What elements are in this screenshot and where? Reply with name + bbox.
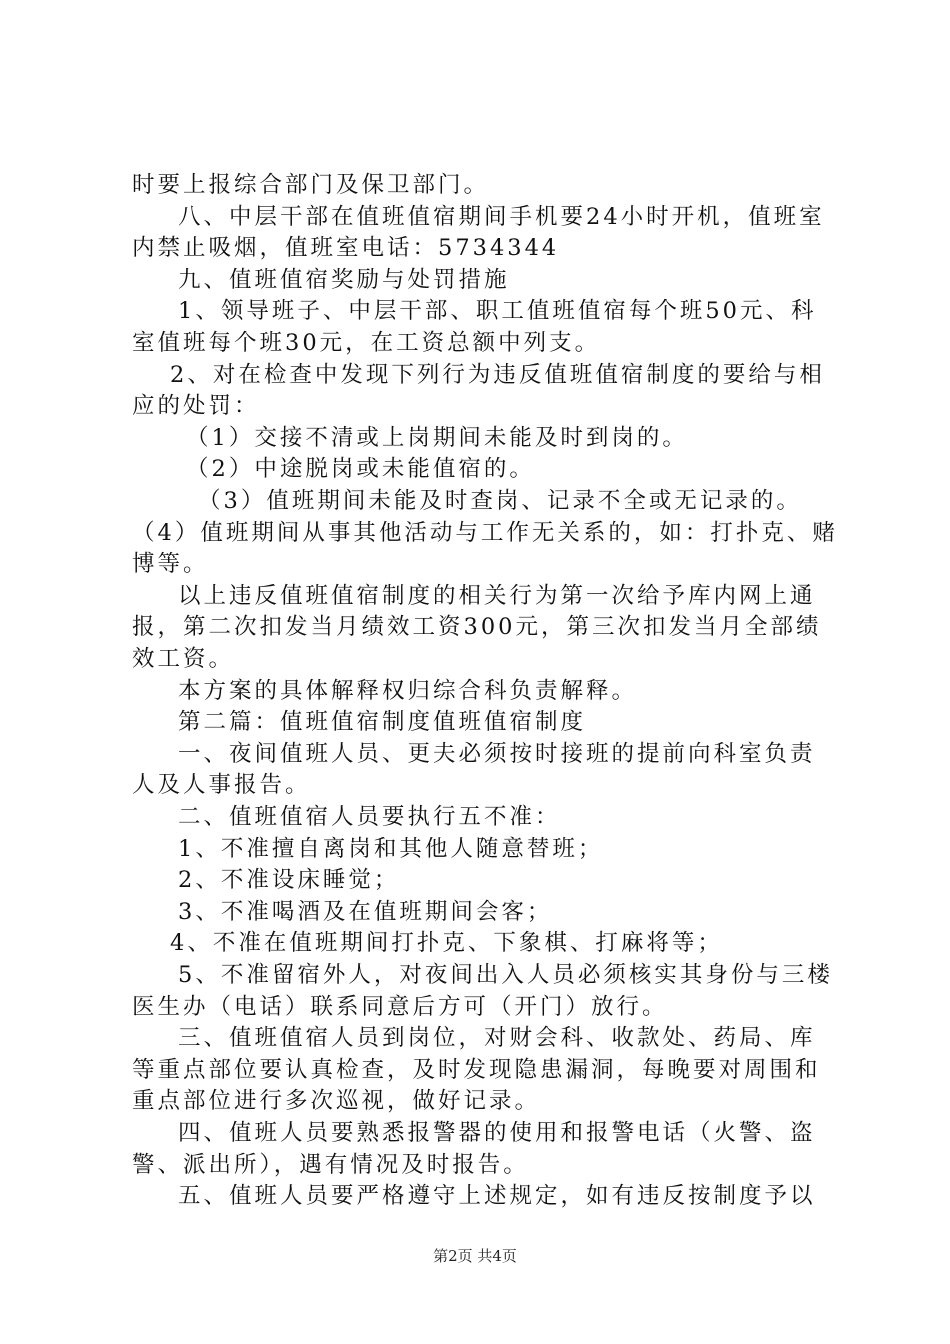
text-line: 1、不准擅自离岗和其他人随意替班； [178, 836, 604, 862]
text-line: 三、值班值宿人员到岗位，对财会科、收款处、药局、库 [178, 1025, 816, 1051]
text-line: 本方案的具体解释权归综合科负责解释。 [178, 678, 638, 704]
text-line: 时要上报综合部门及保卫部门。 [132, 172, 490, 198]
text-line: 以上违反值班值宿制度的相关行为第一次给予库内网上通 [178, 583, 816, 609]
text-line: 第二篇：值班值宿制度值班值宿制度 [178, 709, 587, 735]
text-line: 应的处罚： [132, 393, 260, 419]
text-line: （4）值班期间从事其他活动与工作无关系的，如：打扑克、赌 [132, 520, 838, 546]
text-line: 3、不准喝酒及在值班期间会客； [178, 899, 553, 925]
text-line: 5、不准留宿外人，对夜间出入人员必须核实其身份与三楼 [178, 962, 833, 988]
text-line: （3）值班期间未能及时查岗、记录不全或无记录的。 [198, 488, 802, 514]
text-line: 二、值班值宿人员要执行五不准： [178, 804, 561, 830]
text-line: 重点部位进行多次巡视，做好记录。 [132, 1088, 541, 1114]
text-line: 室值班每个班30元，在工资总额中列支。 [132, 330, 601, 356]
text-line: 人及人事报告。 [132, 772, 311, 798]
text-line: 九、值班值宿奖励与处罚措施 [178, 267, 510, 293]
text-line: 内禁止吸烟，值班室电话：5734344 [132, 235, 560, 261]
text-line: （1）交接不清或上岗期间未能及时到岗的。 [186, 425, 688, 451]
text-line: 2、不准设床睡觉； [178, 867, 400, 893]
text-line: 效工资。 [132, 646, 235, 672]
text-line: 等重点部位要认真检查，及时发现隐患漏洞，每晚要对周围和 [132, 1057, 821, 1083]
text-line: 4、不准在值班期间打扑克、下象棋、打麻将等； [170, 930, 723, 956]
text-line: 医生办（电话）联系同意后方可（开门）放行。 [132, 994, 668, 1020]
text-line: 1、领导班子、中层干部、职工值班值宿每个班50元、科 [178, 298, 817, 324]
text-line: 报，第二次扣发当月绩效工资300元，第三次扣发当月全部绩 [132, 614, 822, 640]
text-line: 八、中层干部在值班值宿期间手机要24小时开机，值班室 [178, 204, 825, 230]
text-line: 博等。 [132, 551, 209, 577]
text-line: 四、值班人员要熟悉报警器的使用和报警电话（火警、盗 [178, 1120, 816, 1146]
text-line: 警、派出所），遇有情况及时报告。 [132, 1152, 529, 1178]
text-line: （2）中途脱岗或未能值宿的。 [186, 456, 535, 482]
page-footer: 第2页 共4页 [433, 1247, 517, 1265]
text-line: 2、对在检查中发现下列行为违反值班值宿制度的要给与相 [170, 362, 825, 388]
text-line: 一、夜间值班人员、更夫必须按时接班的提前向科室负责 [178, 741, 816, 767]
text-line: 五、值班人员要严格遵守上述规定，如有违反按制度予以 [178, 1183, 816, 1209]
